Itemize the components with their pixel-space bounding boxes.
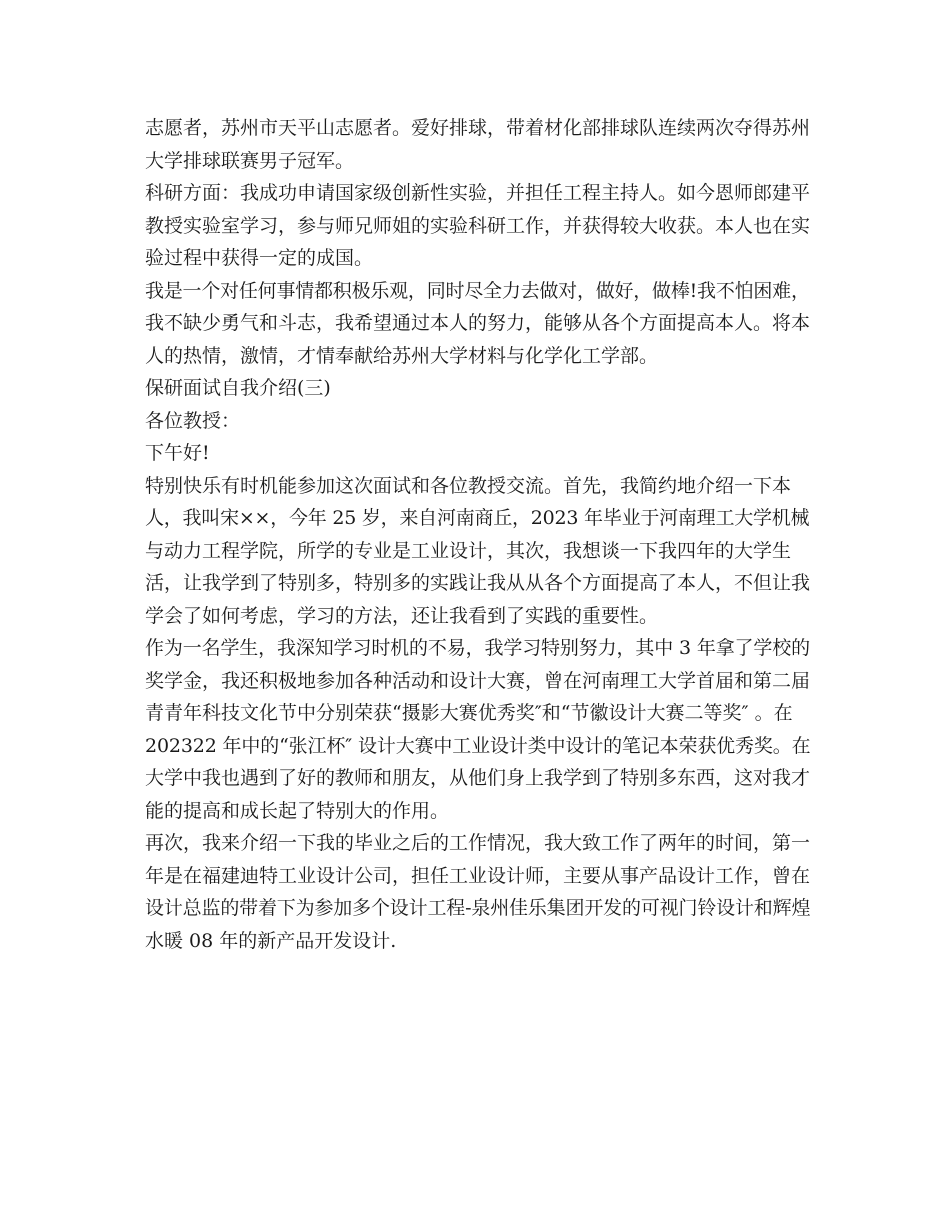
- text-line: 作为一名学生，我深知学习时机的不易，我学习特别努力，其中 3 年拿了学校的: [145, 637, 810, 659]
- text-line: 志愿者，苏州市天平山志愿者。爱好排球，带着材化部排球队连续两次夺得苏州: [145, 117, 811, 139]
- text-line: 奖学金，我还积极地参加各种活动和设计大赛，曾在河南理工大学首届和第二届: [145, 669, 811, 692]
- text-line: 教授实验室学习，参与师兄师姐的实验科研工作，并获得较大收获。本人也在实: [145, 214, 811, 237]
- text-line: 活，让我学到了特别多，特别多的实践让我从从各个方面提高了本人，不但让我: [145, 572, 811, 594]
- greeting: 下午好!: [145, 442, 210, 464]
- text-line: 202322 年中的“张江杯″ 设计大赛中工业设计类中设计的笔记本荣获优秀奖。在: [145, 734, 811, 757]
- text-line: 水暖 08 年的新产品开发设计.: [145, 929, 397, 952]
- text-line: 我是一个对任何事情都积极乐观，同时尽全力去做对，做好，做棒!我不怕困难，: [145, 279, 810, 302]
- text-line: 大学排球联赛男子冠军。: [145, 149, 355, 172]
- text-line: 特别快乐有时机能参加这次面试和各位教授交流。首先，我简约地介绍一下本: [145, 474, 792, 497]
- text-line: 大学中我也遇到了好的教师和朋友，从他们身上我学到了特别多东西，这对我才: [145, 767, 811, 789]
- text-line: 科研方面：我成功申请国家级创新性实验，并担任工程主持人。如今恩师郎建平: [145, 182, 811, 204]
- document-body: [145, 112, 810, 957]
- salutation: 各位教授：: [145, 409, 241, 432]
- text-line: 青青年科技文化节中分别荣获“摄影大赛优秀奖″和“节徽设计大赛二等奖″ 。在: [145, 702, 793, 724]
- text-line: 验过程中获得一定的成国。: [145, 247, 374, 269]
- text-line: 能的提高和成长起了特别大的作用。: [145, 799, 450, 822]
- text-line: 我不缺少勇气和斗志，我希望通过本人的努力，能够从各个方面提高本人。将本: [145, 312, 811, 334]
- text-line: 人，我叫宋××，今年 25 岁，来自河南商丘，2023 年毕业于河南理工大学机械: [145, 507, 810, 529]
- section-heading: 保研面试自我介绍(三): [145, 377, 331, 399]
- text-line: 年是在福建迪特工业设计公司，担任工业设计师，主要从事产品设计工作，曾在: [145, 864, 811, 887]
- text-line: 与动力工程学院，所学的专业是工业设计，其次，我想谈一下我四年的大学生: [145, 539, 792, 562]
- text-line: 人的热情，激情，才情奉献给苏州大学材料与化学化工学部。: [145, 344, 659, 367]
- text-line: 学会了如何考虑，学习的方法，还让我看到了实践的重要性。: [145, 604, 659, 627]
- text-line: 设计总监的带着下为参加多个设计工程-泉州佳乐集团开发的可视门铃设计和辉煌: [145, 897, 811, 919]
- text-line: 再次，我来介绍一下我的毕业之后的工作情况，我大致工作了两年的时间，第一: [145, 832, 811, 854]
